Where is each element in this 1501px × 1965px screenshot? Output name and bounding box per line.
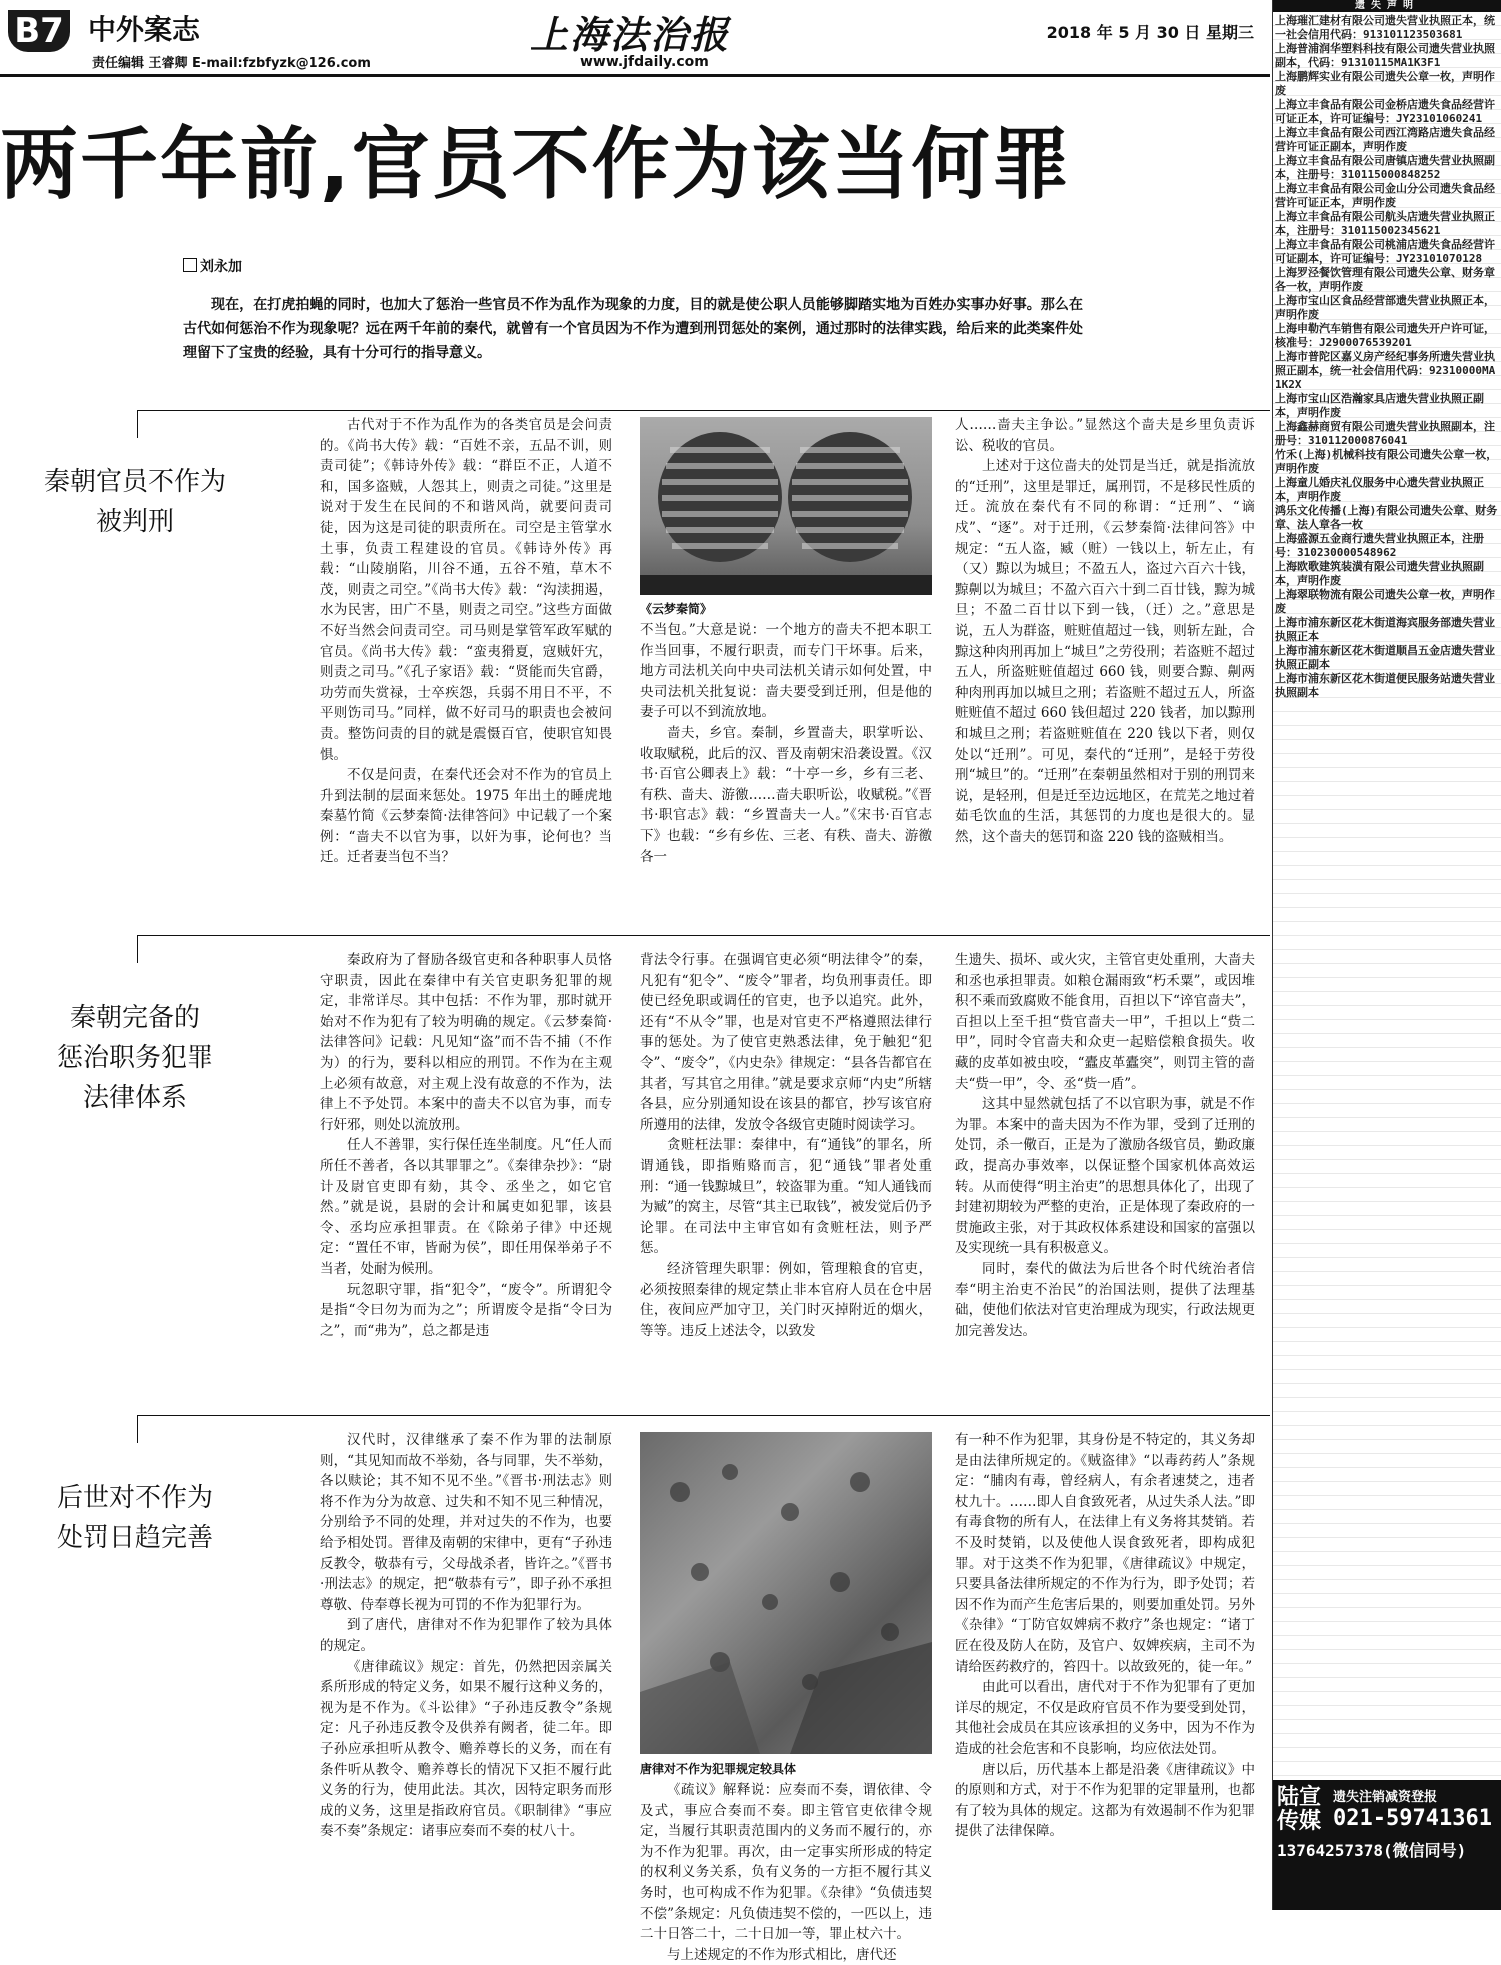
article-byline: 刘永加 <box>183 256 242 276</box>
section-title-line: 法律体系 <box>82 1083 187 1113</box>
paragraph: 与上述规定的不作为形式相比，唐代还 <box>667 1946 897 1963</box>
issue-date: 2018 年 5 月 30 日 星期三 <box>1046 23 1254 42</box>
paragraph: 秦政府为了督励各级官吏和各种职事人员恪守职责，因此在秦律中有关官吏职务犯罪的规定，非常详尽。其中包括：不作为罪，那时就开始对不作为犯有了较为明确的规定。《云梦秦简·法律答问》记载：凡见知“盗”而不告不捕（不作为）的行为，要科以相应的刑罚。不作为在主观上必须有故意，对主观上没有故意的不作为，法律上不予处罚。本案中的啬夫不以官为事，而专行奸邪，则处以流放刑。 <box>320 952 612 1133</box>
paragraph: 同时，秦代的做法为后世各个时代统治者信奉“明主治吏不治民”的治国法则，提供了法理基础，使他们依法对官吏治理成为现实，行政法规更加完善发达。 <box>955 1260 1255 1339</box>
classified-ad-entry: 上海普浦润华塑料科技有限公司遗失营业执照副本，代码：91310115MA1K3F1 <box>1275 42 1495 69</box>
page-number-badge: B7 <box>8 10 70 52</box>
section-1-column-3 <box>955 415 1255 920</box>
paragraph: 唐以后，历代基本上都是沿袭《唐律疏议》中的原则和方式，对于不作为犯罪的定罪量刑，也都有了较为具体的规定。这都为有效遏制不作为犯罪提供了法律保障。 <box>955 1761 1255 1840</box>
paragraph: 不当包。”大意是说：一个地方的啬夫不把本职工作当回事，不履行职责，而专门干坏事。后来，地方司法机关向中央司法机关请示如何处置，中央司法机关批复说：啬夫要受到迁刑，但是他的妻子可以不到流放地。 <box>640 622 932 721</box>
classified-ad-entry: 上海市宝山区食品经营部遗失营业执照正本，声明作废 <box>1275 294 1495 321</box>
classified-ads-strip <box>1272 0 1501 1910</box>
tang-painting-photo <box>640 1432 932 1754</box>
paragraph: 有一种不作为犯罪，其身份是不特定的，其义务却是由法律所规定的。《贼盗律》“以毒药药人”条规定：“脯肉有毒，曾经病人，有余者速焚之，违者杖九十。……即人自食致死者，从过失杀人法。”即有毒食物的所有人，在法律上有义务将其焚销。若不及时焚销，以及使他人误食致死者，即构成犯罪。对于这类不作为犯罪，《唐律疏议》中规定，只要具备法律所规定的不作为行为，即予处罚；若因不作为而产生危害后果的，则要加重处罚。另外《杂律》“丁防官奴婢病不救疗”条也规定：“诸丁匠在役及防人在防，及官户、奴婢疾病，主司不为请给医药救疗的，笞四十。以故致死的，徒一年。” <box>955 1432 1255 1675</box>
section-2-column-3 <box>955 950 1255 1400</box>
classified-ad-entry: 上海市浦东新区花木街道顺昌五金店遗失营业执照正副本 <box>1275 644 1495 671</box>
paragraph: 古代对于不作为乱作为的各类官员是会问责的。《尚书大传》载：“百姓不亲，五品不训，则责司徒”；《韩诗外传》载：“群臣不正，人道不和，国多盗贼，人怨其上，则责之司徒。”这里是说对于发生在民间的不和谐风尚，就要问责司徒，因为这是司徒的职责所在。司空是主管掌水土事，负责工程建设的官员。《韩诗外传》再载：“山陵崩陷，川谷不通，五谷不殖，草木不茂，则责之司空。”《尚书大传》载：“沟渎拥遏，水为民害，田广不垦，则责之司空。”这些方面做不好当然会问责司空。司马则是掌管军政军赋的官员。《尚书大传》载：“蛮夷猾夏，寇贼奸宄，则责之司马。”《孔子家语》载：“贤能而失官爵，功劳而失赏禄，士卒疾怨，兵弱不用日不平，不平则饬司马。”同样，做不好司马的职责也会被问责。整饬问责的目的就是震慑百官，使职官知畏惧。 <box>320 417 612 763</box>
paragraph: 这其中显然就包括了不以官职为事，就是不作为罪。本案中的啬夫因为不作为罪，受到了迁刑的处罚，杀一儆百，正是为了激励各级官员，勤政廉政，提高办事效率，以保证整个国家机体高效运转。从而使得“明主治吏”的思想具体化了，出现了封建初期较为严整的吏治，正是体现了秦政府的一贯施政主张，对于其政权体系建设和国家的富强以及实现统一具有积极意义。 <box>955 1096 1255 1257</box>
paragraph: 经济管理失职罪：例如，管理粮食的官吏，必须按照秦律的规定禁止非本官府人员在仓中居住，夜间应严加守卫，关门时灭掉附近的烟火，等等。违反上述法令，以致发 <box>640 1260 932 1339</box>
classified-ad-entry: 上海璀汇建材有限公司遗失营业执照正本，统一社会信用代码：913101123503681 <box>1275 14 1495 41</box>
paragraph: 《疏议》解释说：应奏而不奏，谓依律、令及式，事应合奏而不奏。即主管官吏依律令规定，当履行其职责范围内的义务而不履行的，亦为不作为犯罪。再次，由一定事实所形成的特定的权利义务关系，负有义务的一方拒不履行其义务时，也可构成不作为犯罪。《杂律》“负债违契不偿”条规定：凡负债违契不偿的，一匹以上，违二十日答二十，二十日加一等，罪止杖六十。 <box>640 1782 932 1943</box>
paragraph: 汉代时，汉律继承了秦不作为罪的法制原则，“其见知而故不举劾，各与同罪，失不举劾，各以赎论；其不知不见不坐。”《晋书·刑法志》则将不作为分为故意、过失和不知不见三种情况，分别给予不同的处理，并对过失的不作为，也要给予相处罚。晋律及南朝的宋律中，更有“子孙违反教令，敬恭有亏，父母战杀者，皆许之。”《晋书·刑法志》的规定，把“敬恭有亏”，即子孙不承担尊敬、侍奉尊长视为可罚的不作为犯罪行为。 <box>320 1432 612 1613</box>
section-2-column-1 <box>320 950 612 1400</box>
ads-footer <box>1273 1780 1501 1910</box>
section-title-line: 被判刑 <box>95 507 174 537</box>
classified-ad-entry: 上海市宝山区浩瀚家具店遗失营业执照正副本，声明作废 <box>1275 392 1484 419</box>
classified-ad-entry: 上海立丰食品有限公司金桥店遗失食品经营许可证正本，许可证编号：JY23101060241 <box>1275 98 1495 125</box>
newspaper-masthead: 上海法治报 <box>530 12 731 57</box>
tang-painting-illustration <box>640 1432 932 1754</box>
classified-ad-entry: 上海市普陀区嘉义房产经纪事务所遗失营业执照正副本，统一社会信用代码：92310000MA1K2X <box>1275 350 1496 391</box>
section-title-line: 处罚日趋完善 <box>56 1523 213 1553</box>
section-3-column-3 <box>955 1430 1255 1905</box>
paragraph: 贪赃枉法罪：秦律中，有“通钱”的罪名，所谓通钱，即指贿赂而言，犯“通钱”罪者处重刑：“通一钱黥城旦”，较盗罪为重。“知人通钱而为臧”的窝主，尽管“其主已取钱”，被发觉后仍予论罪。在司法中主审官如有贪赃枉法，则予严惩。 <box>640 1137 932 1257</box>
bamboo-slips-photo <box>640 417 932 595</box>
section-name: 中外案志 <box>88 13 201 46</box>
paragraph: 生遗失、损坏、或火灾，主管官吏处重刑，大啬夫和丞也承担罪责。如粮仓漏雨致“朽禾粟”，或因堆积不乘而致腐败不能食用，百担以下“谇官啬夫”，百担以上至千担“赀官啬夫一甲”，千担以上“赀二甲”，同时令官啬夫和众吏一起赔偿粮食损失。收藏的皮革如被虫咬，“蠹皮革蠹突”，则罚主管的啬夫“赀一甲”，令、丞“赀一盾”。 <box>955 952 1255 1092</box>
classified-ad-entry: 上海立丰食品有限公司桃浦店遗失食品经营许可证副本，许可证编号：JY23101070128 <box>1275 238 1495 265</box>
classified-ad-entry: 上海鹏辉实业有限公司遗失公章一枚，声明作废 <box>1275 70 1495 97</box>
classified-ad-entry: 竹禾(上海)机械科技有限公司遗失公章一枚，声明作废 <box>1275 448 1498 475</box>
page-header <box>0 0 1270 80</box>
section-title-line: 秦朝完备的 <box>69 1003 200 1033</box>
photo-caption-2: 唐律对不作为犯罪规定较具体 <box>640 1762 797 1776</box>
classified-ad-entry: 上海立丰食品有限公司航头店遗失营业执照正本，注册号：310115002345621 <box>1275 210 1495 237</box>
paragraph: 啬夫，乡官。秦制，乡置啬夫，职掌听讼、收取赋税，此后的汉、晋及南朝宋沿袭设置。《汉书·百官公卿表上》载：“十亭一乡，乡有三老、有秩、啬夫、游徼……啬夫职听讼，收赋税。”《晋书·职官志》载：“乡置啬夫一人。”《宋书·百官志下》也载：“乡有乡佐、三老、有秩、啬夫、游徼各一 <box>640 724 932 865</box>
classified-ad-entry: 上海市浦东新区花木街道便民服务站遗失营业执照副本 <box>1275 672 1495 699</box>
classified-ad-entry: 上海翠联物流有限公司遗失公章一枚，声明作废 <box>1275 588 1495 615</box>
classified-ad-entry: 上海盛源五金商行遗失营业执照正本，注册号：310230000548962 <box>1275 532 1484 559</box>
paragraph: 由此可以看出，唐代对于不作为犯罪有了更加详尽的规定，不仅是政府官员不作为要受到处罚，其他社会成员在其应该承担的义务中，因为不作为造成的社会危害和不良影响，均应依法处罚。 <box>955 1679 1255 1757</box>
bamboo-slips-illustration <box>640 417 932 595</box>
paragraph: 上述对于这位啬夫的处罚是当迁，就是指流放的“迁刑”，这里是罪迁，属刑罚，不是移民性质的迁。流放在秦代有不同的称谓：“迁刑”、“谪戍”、“逐”。对于迁刑，《云梦秦简·法律问答》中规定：“五人盗，臧（赃）一钱以上，斩左止，有（又）黥以为城旦；不盈五人，盗过六百六十钱，黥劓以为城旦；不盈六百六十到二百廿钱，黥为城旦；不盈二百廿以下到一钱，（迁）之。”意思是说，五人为群盗，赃赃值超过一钱，则斩左趾，合黥这种肉刑再加上“城旦”之劳役刑；若盗赃不超过五人，所盗赃赃值超过 660 钱，则要合黥、劓两种肉刑再加以城旦之刑；若盗赃不超过五人，所盗赃赃值不超过 660 钱但超过 220 钱者，加以黥刑和城旦之刑；若盗赃赃值在 220 钱以下者，则仅处以“迁刑”。可见，秦代的“迁刑”，是轻于劳役刑“城旦”的。“迁刑”在秦朝虽然相对于别的刑罚来说，是轻刑，但是迁至边远地区，在荒芜之地过着茹毛饮血的生活，其惩罚的力度也是很大的。显然，这个啬夫的惩罚和盗 220 钱的盗贼相当。 <box>955 458 1255 845</box>
agency-mobile: 13764257378(微信同号) <box>1277 1841 1467 1860</box>
ads-header: 遗失声明 <box>1273 0 1501 12</box>
paragraph: 《唐律疏议》规定：首先，仍然把因亲属关系所形成的特定义务，如果不履行这种义务的，视为是不作为。《斗讼律》“子孙违反教令”条规定：凡子孙违反教令及供养有阙者，徒二年。即子孙应承担听从教令、赡养尊长的义务，而在有条件听从教令、赡养尊长的情况下又拒不履行此义务的行为，使用此法。其次，因特定职务而形成的义务，这里是指政府官员。《职制律》“事应奏不奏”条规定：诸事应奏而不奏的杖八十。 <box>320 1658 612 1840</box>
section-divider <box>137 935 1270 936</box>
agency-service-label: 遗失注销减资登报 <box>1333 1790 1438 1805</box>
editor-credit: 责任编辑 王睿卿 E-mail:fzbfyzk@126.com <box>92 56 371 71</box>
photo-caption-1: 《云梦秦简》 <box>640 602 713 616</box>
header-rule <box>0 74 1270 77</box>
ads-list <box>1273 12 1501 1784</box>
section-title-2 <box>20 998 250 1118</box>
classified-ad-entry: 上海欧歌建筑装潢有限公司遗失营业执照副本，声明作废 <box>1275 560 1484 587</box>
article-intro: 现在，在打虎拍蝇的同时，也加大了惩治一些官员不作为乱作为现象的力度，目的就是使公职人员能够脚踏实地为百姓办实事办好事。那么在古代如何惩治不作为现象呢？远在两千年前的秦代，就曾有一个官员因为不作为遭到刑罚惩处的案例，通过那时的法律实践，给后来的此类案件处理留下了宝贵的经验，具有十分可行的指导意义。 <box>183 297 1083 361</box>
paragraph: 玩忽职守罪，指“犯令”，“废令”。所谓犯令是指“令曰勿为而为之”；所谓废令是指“令曰为之”，而“弗为”，总之都是违 <box>320 1281 612 1339</box>
classified-ad-entry: 上海童儿婚庆礼仪服务中心遗失营业执照正本，声明作废 <box>1275 476 1484 503</box>
section-title-line: 秦朝官员不作为 <box>43 467 226 497</box>
paragraph: 人……啬夫主争讼。”显然这个啬夫是乡里负责诉讼、税收的官员。 <box>955 417 1255 454</box>
article-headline: 两千年前,官员不作为该当何罪 <box>0 120 1072 210</box>
section-divider <box>137 410 1270 411</box>
section-1-column-1 <box>320 415 612 920</box>
agency-name: 陆宣传媒 <box>1277 1785 1322 1834</box>
classified-ad-entry: 上海市浦东新区花木街道海宾服务部遗失营业执照正本 <box>1275 616 1495 643</box>
paragraph: 到了唐代，唐律对不作为犯罪作了较为具体的规定。 <box>320 1617 612 1654</box>
agency-phone: 021-59741361 <box>1333 1806 1492 1831</box>
section-divider <box>137 1415 1270 1416</box>
section-title-1 <box>20 462 250 542</box>
classified-ad-entry: 上海鑫赫商贸有限公司遗失营业执照副本，注册号：310112000876041 <box>1275 420 1495 447</box>
classified-ad-entry: 上海立丰食品有限公司西江湾路店遗失食品经营许可证正副本，声明作废 <box>1275 126 1495 153</box>
classified-ad-entry: 上海罗泾餐饮管理有限公司遗失公章、财务章各一枚，声明作废 <box>1275 266 1495 293</box>
section-title-line: 后世对不作为 <box>56 1483 213 1513</box>
newspaper-website: www.jfdaily.com <box>580 54 709 70</box>
section-1-column-2 <box>640 620 932 920</box>
paragraph: 任人不善罪，实行保任连坐制度。凡“任人而所任不善者，各以其罪罪之”。《秦律杂抄》：“尉计及尉官吏即有劾，其令、丞坐之，如它官然。”就是说，县尉的会计和属吏如犯罪，该县令、丞均应承担罪责。在《除弟子律》中还规定：“置任不审，皆耐为侯”，即任用保举弟子不当者，处耐为候刑。 <box>320 1137 612 1277</box>
classified-ad-entry: 上海申勒汽车销售有限公司遗失开户许可证，核准号：J2900076539201 <box>1275 322 1495 349</box>
classified-ad-entry: 鸿乐文化传播(上海)有限公司遗失公章、财务章、法人章各一枚 <box>1275 504 1498 531</box>
paragraph: 不仅是问责，在秦代还会对不作为的官员上升到法制的层面来惩处。1975 年出土的睡虎地秦墓竹简《云梦秦简·法律答问》中记载了一个案例：“啬夫不以官为事，以奸为事，论何也？当迁。迁者妻当包不当？ <box>320 767 612 866</box>
section-title-3 <box>20 1478 250 1558</box>
section-3-column-1 <box>320 1430 612 1905</box>
section-title-line: 惩治职务犯罪 <box>56 1043 213 1073</box>
section-3-column-2 <box>640 1780 932 1963</box>
section-2-column-2 <box>640 950 932 1400</box>
classified-ad-entry: 上海立丰食品有限公司唐镇店遗失营业执照副本，注册号：310115000848252 <box>1275 154 1495 181</box>
paragraph: 背法令行事。在强调官吏必须“明法律令”的秦，凡犯有“犯令”、“废令”罪者，均负刑事责任。即使已经免职或调任的官吏，也予以追究。此外，还有“不从令”罪，也是对官吏不严格遵照法律行事的惩处。为了使官吏熟悉法律，免于触犯“犯令”、“废令”，《内史杂》律规定：“县各告都官在其者，写其官之用律。”就是要求京师“内史”所辖各县，应分别通知设在该县的都官，抄写该官府所遵用的法律，发放令各级官吏随时阅读学习。 <box>640 952 932 1133</box>
classified-ad-entry: 上海立丰食品有限公司金山分公司遗失食品经营许可证正本，声明作废 <box>1275 182 1495 209</box>
